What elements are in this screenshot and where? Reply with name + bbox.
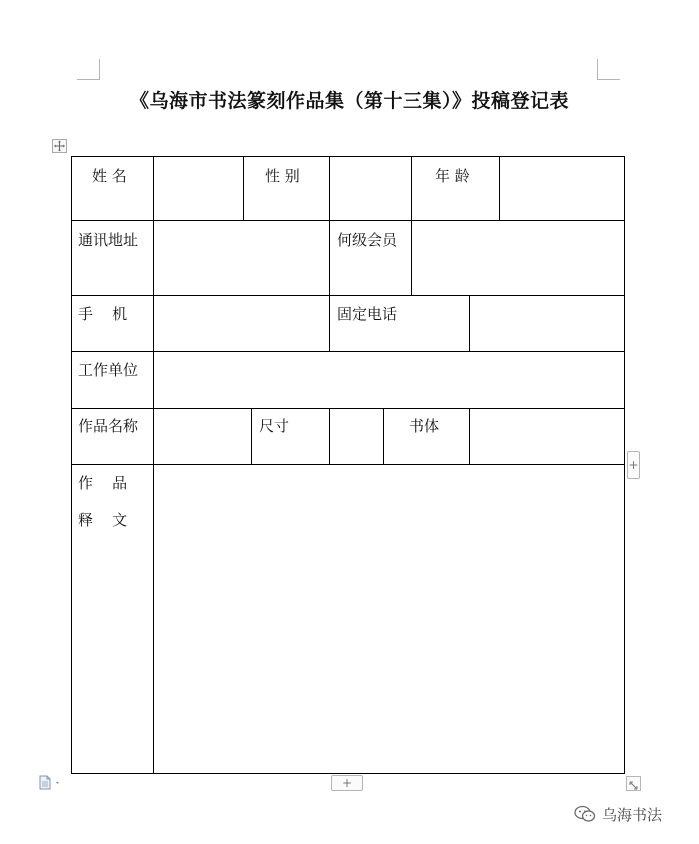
landline-label: 固定电话 xyxy=(337,305,398,323)
column-divider xyxy=(329,157,330,220)
page-corner-top-left xyxy=(77,59,100,80)
column-divider xyxy=(499,157,500,220)
column-divider xyxy=(383,408,384,464)
page-corner-top-right xyxy=(597,59,620,80)
column-divider xyxy=(243,157,244,220)
table-move-icon[interactable] xyxy=(52,139,67,153)
column-divider xyxy=(251,408,252,464)
name-label: 姓 名 xyxy=(92,167,127,185)
table-resize-icon[interactable] xyxy=(626,776,641,791)
add-row-button[interactable]: + xyxy=(331,775,363,791)
gender-label: 性 别 xyxy=(265,167,300,185)
row-divider xyxy=(72,220,624,221)
row-divider xyxy=(72,295,624,296)
row-divider xyxy=(72,408,624,409)
column-divider xyxy=(469,295,470,351)
column-divider xyxy=(411,157,412,220)
add-column-button[interactable]: + xyxy=(627,451,640,479)
column-divider xyxy=(469,408,470,464)
member-level-label: 何级会员 xyxy=(337,231,398,249)
column-divider xyxy=(329,295,330,351)
row-divider xyxy=(72,351,624,352)
label-column-divider xyxy=(153,157,154,773)
registration-form-table xyxy=(71,156,625,774)
script-style-label: 书体 xyxy=(409,417,440,435)
watermark xyxy=(574,802,662,826)
column-divider xyxy=(329,408,330,464)
column-divider xyxy=(411,220,412,295)
work-title-label: 作品名称 xyxy=(78,417,139,435)
document-title: 《乌海市书法篆刻作品集（第十三集）》投稿登记表 xyxy=(129,90,569,112)
watermark-text: 乌海书法 xyxy=(602,805,663,824)
transcript-label: 作 品 释 文 xyxy=(78,474,128,529)
address-label: 通讯地址 xyxy=(78,231,139,249)
age-label: 年 龄 xyxy=(435,167,470,185)
mobile-label: 手 机 xyxy=(78,305,128,323)
size-label: 尺寸 xyxy=(259,417,290,435)
row-divider xyxy=(72,464,624,465)
wechat-icon xyxy=(574,805,596,823)
document-options-icon[interactable] xyxy=(38,775,64,795)
work-unit-label: 工作单位 xyxy=(78,361,139,379)
column-divider xyxy=(329,220,330,295)
